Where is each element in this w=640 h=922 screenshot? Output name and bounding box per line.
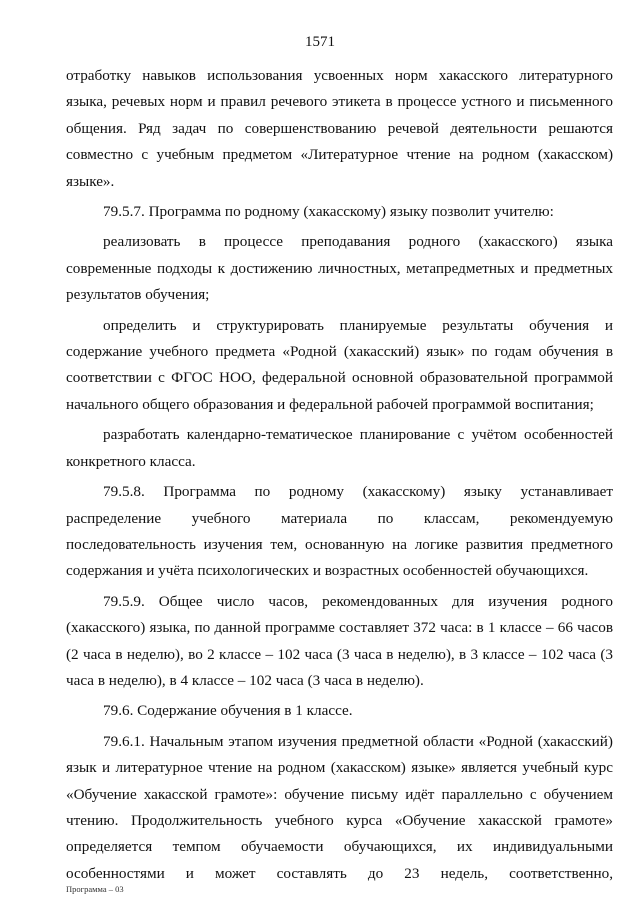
paragraph-79-5-8: 79.5.8. Программа по родному (хакасскому) языку устанавливает распределение учебного материала по классам, рекомендуемую последовательность изучения тем, основанную на логике развития предметного содержания и учёта психологических и возрастных особенностей обучающихся. (66, 483, 613, 580)
page-number: 1571 (305, 34, 335, 50)
paragraph-79-5-7: 79.5.7. Программа по родному (хакасскому) языку позволит учителю: (103, 203, 554, 221)
paragraph-define: определить и структурировать планируемые результаты обучения и содержание учебного предмета «Родной (хакасский) язык» по годам обучения в соответствии с ФГОС НОО, федеральной основной образовательной программой начального общего образования и федеральной рабочей программой воспитания; (66, 316, 613, 413)
paragraph-implement: реализовать в процессе преподавания родного (хакасского) языка современные подходы к достижению личностных, метапредметных и предметных результатов обучения; (66, 233, 613, 304)
paragraph-79-6: 79.6. Содержание обучения в 1 классе. (103, 702, 353, 720)
paragraph-continuation: отработку навыков использования усвоенных норм хакасского литературного языка, речевых норм и правил речевого этикета в процессе устного и письменного общения. Ряд задач по совершенствованию речевой деятельности решаются совместно с учебным предметом «Литературное чтение на родном (хакасском) языке». (66, 67, 613, 190)
page-footer: Программа – 03 (66, 884, 124, 894)
paragraph-79-6-1: 79.6.1. Начальным этапом изучения предметной области «Родной (хакасский) язык и литературное чтение на родном (хакасском) языке» является учебный курс «Обучение хакасской грамоте»: обучение письму идёт параллельно с обучением чтению. Продолжительность учебного курса «Обучение хакасской грамоте» определяется темпом обучаемости обучающихся, их индивидуальными особенностями и может составлять до 23 недель, соответственно, (66, 732, 613, 882)
paragraph-develop: разработать календарно-тематическое планирование с учётом особенностей конкретного класса. (66, 426, 613, 470)
paragraph-79-5-9: 79.5.9. Общее число часов, рекомендованных для изучения родного (хакасского) языка, по данной программе составляет 372 часа: в 1 классе – 66 часов (2 часа в неделю), во 2 классе – 102 часа (3 часа в неделю), в 3 классе – 102 часа (3 часа в неделю), в 4 классе – 102 часа (3 часа в неделю). (66, 592, 613, 689)
document-body (66, 63, 613, 887)
